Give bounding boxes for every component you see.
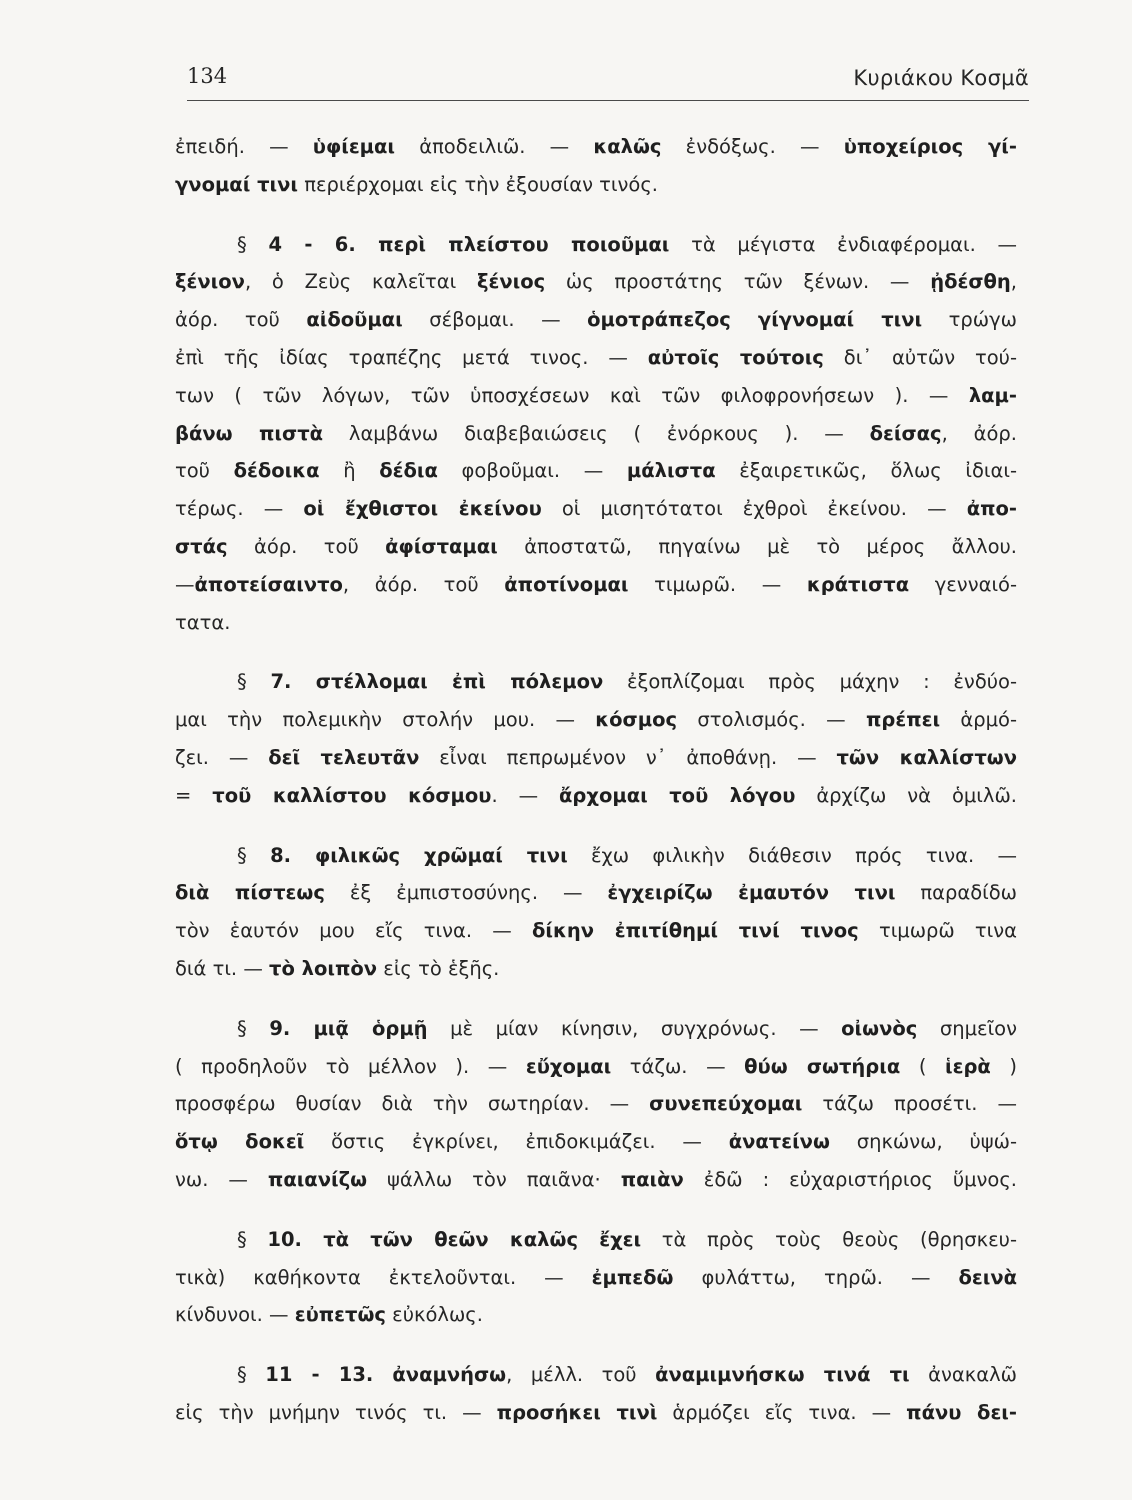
lemma: ᾐδέσθη: [930, 270, 1011, 294]
gloss: τάζω. —: [611, 1054, 745, 1078]
lemma: γνομαί τινι: [175, 172, 299, 196]
lemma: αὐτοῖς τούτοις: [647, 345, 824, 369]
gloss: σημεῖον: [917, 1016, 1017, 1040]
lemma: ὁμοτράπεζος γίγνομαί τινι: [587, 308, 923, 332]
lemma: δίκην ἐπιτίθημί τινί τινος: [532, 919, 859, 943]
lemma: ὅτῳ δοκεῖ: [175, 1130, 305, 1154]
text-line: [175, 528, 1017, 566]
lemma: καλῶς: [593, 135, 662, 158]
text-line: [175, 1085, 1017, 1123]
gloss: , ἀόρ.: [941, 421, 1017, 445]
gloss: ): [990, 1054, 1018, 1078]
lemma: λαμ-: [968, 383, 1017, 407]
lemma: δέδια: [379, 459, 438, 483]
page-number: 134: [187, 64, 228, 88]
text-line: [175, 1259, 1017, 1297]
gloss: τέρως. —: [175, 497, 304, 521]
gloss: εἰς τὸ ἑξῆς.: [377, 956, 500, 980]
lemma: θύω σωτήρια: [744, 1054, 901, 1078]
paragraph-gap: [175, 204, 1017, 226]
gloss: ὡς προστάτης τῶν ξένων. —: [545, 270, 931, 294]
text-line: [175, 739, 1017, 777]
text-line: [175, 604, 1017, 642]
gloss: ζει. —: [175, 745, 269, 769]
gloss: κίνδυνοι. —: [175, 1303, 295, 1327]
gloss: μαι τὴν πολεμικὴν στολήν μου. —: [175, 708, 596, 732]
text-line: [175, 1161, 1017, 1199]
gloss: οἱ μισητότατοι ἐχθροὶ ἐκείνου. —: [541, 497, 967, 521]
lemma: ξένιος: [476, 270, 546, 294]
text-line: [175, 1123, 1017, 1161]
gloss: προσφέρω θυσίαν διὰ τὴν σωτηρίαν. —: [175, 1092, 650, 1116]
lemma: 8. φιλικῶς χρῶμαί τινι: [270, 843, 568, 867]
lemma: οἰωνὸς: [841, 1016, 918, 1040]
gloss: ἀρχίζω νὰ ὁμιλῶ.: [795, 783, 1017, 807]
gloss: , ὁ Ζεὺς καλεῖται: [244, 270, 477, 294]
gloss: τὰ πρὸς τοὺς θεοὺς (θρησκευ-: [641, 1227, 1017, 1251]
lemma: κόσμος: [595, 708, 678, 732]
lemma: πρέπει: [865, 708, 941, 732]
gloss: ἀόρ. τοῦ: [175, 308, 307, 332]
lemma: τῶν καλλίστων: [836, 745, 1018, 769]
gloss: ἐπειδή. —: [175, 135, 313, 158]
lemma: στάς: [175, 534, 228, 558]
text-line: [175, 1048, 1017, 1086]
lemma: 10. τὰ τῶν θεῶν καλῶς ἔχει: [267, 1227, 642, 1251]
gloss: εἰς τὴν μνήμην τινός τι. —: [175, 1400, 497, 1424]
gloss: νω. —: [175, 1167, 268, 1191]
text-line: [175, 1296, 1017, 1334]
gloss: εὐκόλως.: [385, 1303, 483, 1327]
lemma: ἐγχειρίζω ἐμαυτόν τινι: [607, 881, 896, 905]
gloss: (: [900, 1054, 946, 1078]
gloss: τάζω προσέτι. —: [802, 1092, 1017, 1116]
gloss: ἐξ ἐμπιστοσύνης. —: [324, 881, 608, 905]
lemma: προσήκει τινὶ: [496, 1400, 658, 1424]
lemma: δεῖ τελευτᾶν: [268, 745, 420, 769]
text-line: [175, 415, 1017, 453]
gloss: ἀνακαλῶ: [909, 1363, 1017, 1387]
gloss: ἐνδόξως. —: [661, 135, 844, 158]
gloss: ( προδηλοῦν τὸ μέλλον ). —: [175, 1054, 526, 1078]
lemma: τὸ λοιπὸν: [269, 956, 378, 980]
text-line: [175, 452, 1017, 490]
section-line: [175, 837, 1017, 875]
lemma: τοῦ καλλίστου κόσμου: [212, 783, 492, 807]
gloss: σέβομαι. —: [402, 308, 588, 332]
gloss: τατα.: [175, 610, 231, 634]
text-line: [175, 777, 1017, 815]
lemma: κράτιστα: [806, 572, 910, 596]
lemma: 4 - 6. περὶ πλείστου ποιοῦμαι: [268, 232, 670, 256]
lemma: 7. στέλλομαι ἐπὶ πόλεμον: [270, 670, 604, 694]
gloss: εἶναι πεπρωμένον ν᾽ ἀποθάνῃ. —: [419, 745, 837, 769]
text-line: [175, 128, 1017, 166]
lemma: αἰδοῦμαι: [306, 308, 403, 332]
gloss: φυλάττω, τηρῶ. —: [673, 1265, 959, 1289]
gloss: ἔχω φιλικὴν διάθεσιν πρός τινα. —: [567, 843, 1018, 867]
lemma: ἀπο-: [966, 497, 1017, 521]
gloss: σηκώνω, ὑψώ-: [829, 1130, 1017, 1154]
text-line: [175, 950, 1017, 988]
lemma: ὑποχείριος γί-: [843, 135, 1017, 158]
gloss: των ( τῶν λόγων, τῶν ὑποσχέσεων καὶ τῶν φιλοφρονήσεων ). —: [175, 383, 969, 407]
gloss: γενναιό-: [909, 572, 1018, 596]
text-line: [175, 166, 1017, 204]
gloss: ἀποδειλιῶ. —: [395, 135, 594, 158]
lemma: διὰ πίστεως: [175, 881, 325, 905]
text-line: [175, 701, 1017, 739]
lemma: ἱερὰ: [945, 1054, 991, 1078]
gloss: ἢ: [319, 459, 380, 483]
gloss: περιέρχομαι εἰς τὴν ἐξουσίαν τινός.: [298, 172, 658, 196]
gloss: §: [237, 232, 269, 256]
lemma: παιανίζω: [267, 1167, 368, 1191]
lemma: εὔχομαι: [525, 1054, 612, 1078]
gloss: ἐξοπλίζομαι πρὸς μάχην : ἐνδύο-: [603, 670, 1017, 694]
gloss: §: [237, 670, 271, 694]
paragraph-gap: [175, 1199, 1017, 1221]
gloss: . —: [491, 783, 560, 807]
gloss: ὅστις ἐγκρίνει, ἐπιδοκιμάζει. —: [304, 1130, 729, 1154]
lemma: ἀναμιμνήσκω τινά τι: [655, 1363, 910, 1387]
lemma: παιὰν: [620, 1167, 684, 1191]
gloss: τὰ μέγιστα ἐνδιαφέρομαι. —: [669, 232, 1017, 256]
gloss: §: [237, 843, 271, 867]
gloss: ἁρμόζει εἴς τινα. —: [657, 1400, 907, 1424]
body-text: [175, 128, 1017, 1432]
gloss: μὲ μίαν κίνησιν, συγχρόνως. —: [427, 1016, 842, 1040]
lemma: 11 - 13. ἀναμνήσω: [265, 1363, 507, 1387]
text-line: [175, 339, 1017, 377]
text-line: [175, 490, 1017, 528]
gloss: ἐπὶ τῆς ἰδίας τραπέζης μετά τινος. —: [175, 345, 648, 369]
gloss: ἐξαιρετικῶς, ὅλως ἰδιαι-: [715, 459, 1018, 483]
section-line: [175, 1356, 1017, 1394]
lemma: ἀφίσταμαι: [385, 534, 498, 558]
gloss: , ἀόρ. τοῦ: [342, 572, 505, 596]
text-line: [175, 377, 1017, 415]
paragraph-gap: [175, 988, 1017, 1010]
gloss: τρώγω: [922, 308, 1017, 332]
section-line: [175, 663, 1017, 701]
gloss: τιμωρῶ τινα: [858, 919, 1018, 943]
gloss: §: [237, 1227, 268, 1251]
gloss: §: [237, 1016, 270, 1040]
lemma: μάλιστα: [626, 459, 716, 483]
gloss: ἀόρ. τοῦ: [227, 534, 386, 558]
lemma: συνεπεύχομαι: [649, 1092, 803, 1116]
gloss: φοβοῦμαι. —: [437, 459, 627, 483]
gloss: τικὰ) καθήκοντα ἐκτελοῦνται. —: [175, 1265, 592, 1289]
lemma: δεινὰ: [958, 1265, 1017, 1289]
gloss: λαμβάνω διαβεβαιώσεις ( ἐνόρκους ). —: [323, 421, 870, 445]
lemma: δείσας: [869, 421, 942, 445]
gloss: ἀποστατῶ, πηγαίνω μὲ τὸ μέρος ἄλλου.: [497, 534, 1017, 558]
text-line: [175, 1394, 1017, 1432]
text-line: [175, 301, 1017, 339]
gloss: ψάλλω τὸν παιᾶνα·: [367, 1167, 621, 1191]
gloss: δι᾽ αὐτῶν τού-: [823, 345, 1017, 369]
gloss: τὸν ἑαυτόν μου εἴς τινα. —: [175, 919, 532, 943]
lemma: 9. μιᾷ ὁρμῇ: [269, 1016, 428, 1040]
gloss: παραδίδω: [895, 881, 1017, 905]
text-line: [175, 566, 1017, 604]
gloss: ἁρμό-: [940, 708, 1017, 732]
gloss: στολισμός. —: [677, 708, 866, 732]
gloss: τιμωρῶ. —: [628, 572, 807, 596]
gloss: , μέλλ. τοῦ: [506, 1363, 656, 1387]
text-line: [175, 912, 1017, 950]
lemma: βάνω πιστὰ: [175, 421, 324, 445]
gloss: διά τι. —: [175, 956, 270, 980]
section-line: [175, 1010, 1017, 1048]
lemma: ξένιον: [175, 270, 245, 294]
text-line: [175, 874, 1017, 912]
paragraph-gap: [175, 1334, 1017, 1356]
lemma: ἄρχομαι τοῦ λόγου: [559, 783, 796, 807]
lemma: πάνυ δει-: [906, 1400, 1017, 1424]
text-line: [175, 263, 1017, 301]
gloss: —: [175, 572, 195, 596]
gloss: ἐδῶ : εὐχαριστήριος ὕμνος.: [683, 1167, 1017, 1191]
lemma: ὑφίεμαι: [312, 135, 396, 158]
gloss: τοῦ: [175, 459, 234, 483]
lemma: οἱ ἔχθιστοι ἐκείνου: [303, 497, 542, 521]
running-title: Κυριάκου Κοσμᾶ: [853, 66, 1029, 90]
lemma: ἀποτείσαιντο: [194, 572, 343, 596]
lemma: εὐπετῶς: [294, 1303, 386, 1327]
section-line: [175, 1221, 1017, 1259]
lemma: δέδοικα: [233, 459, 320, 483]
paragraph-gap: [175, 641, 1017, 663]
lemma: ἀποτίνομαι: [504, 572, 629, 596]
page-header: [187, 60, 1029, 101]
gloss: =: [175, 783, 213, 807]
gloss: ,: [1010, 270, 1017, 294]
gloss: §: [237, 1363, 266, 1387]
section-line: [175, 226, 1017, 264]
lemma: ἐμπεδῶ: [591, 1265, 674, 1289]
paragraph-gap: [175, 815, 1017, 837]
lemma: ἀνατείνω: [728, 1130, 830, 1154]
